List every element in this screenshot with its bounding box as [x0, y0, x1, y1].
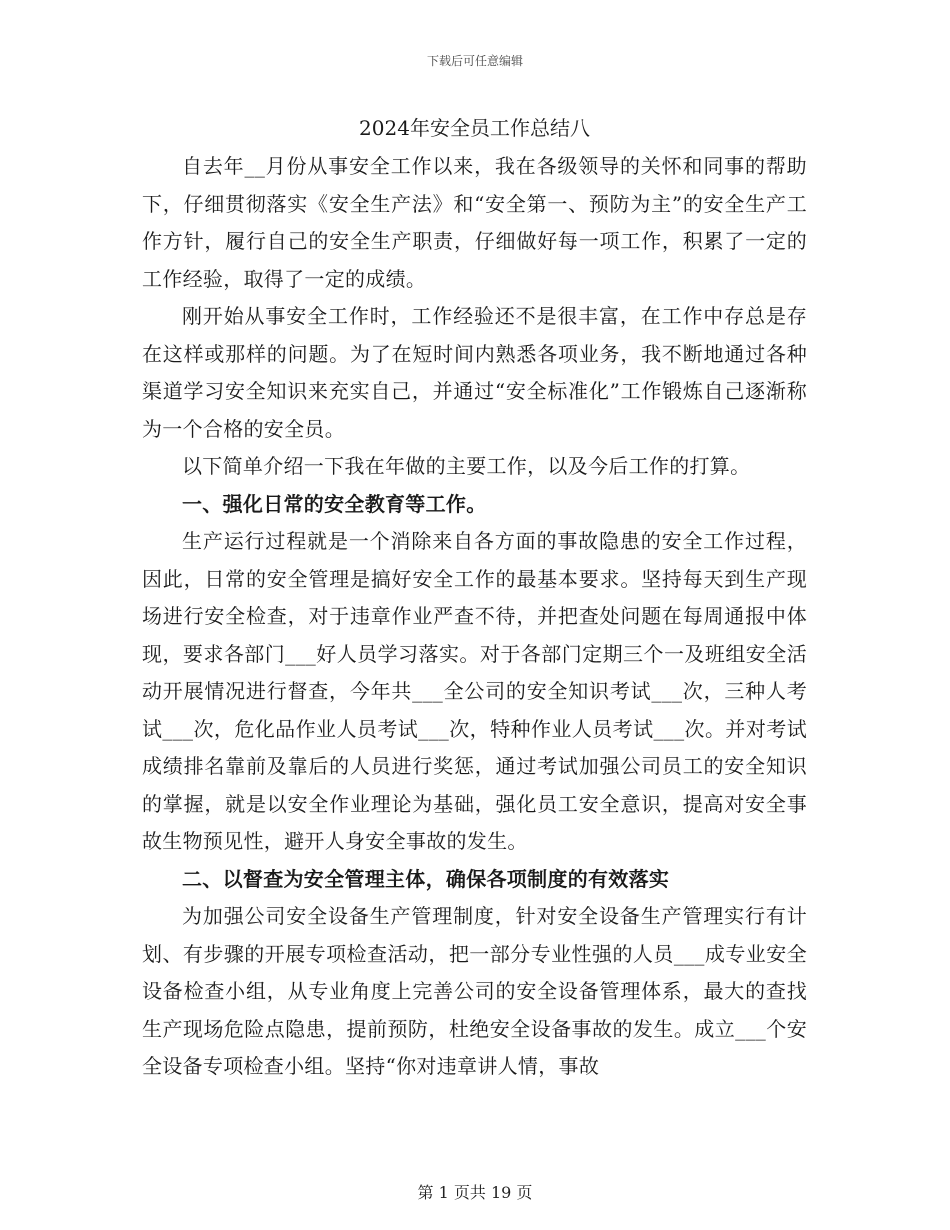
paragraph-section-2: 为加强公司安全设备生产管理制度，针对安全设备生产管理实行有计划、有步骤的开展专项检查活动，把一部分专业性强的人员___成专业安全设备检查小组，从专业角度上完善公司的安全设备管理体系，最大的查找生产现场危险点隐患，提前预防，杜绝安全设备事故的发生。成立___个安全设备专项检查小组。坚持“你对违章讲人情，事故 — [142, 904, 807, 1078]
section-heading-1: 一、强化日常的安全教育等工作。 — [182, 491, 487, 516]
header-note: 下载后可任意编辑 — [426, 54, 523, 68]
paragraph-beginning: 刚开始从事安全工作时，工作经验还不是很丰富，在工作中存总是存在这样或那样的问题。为了在短时间内熟悉各项业务，我不断地通过各种渠道学习安全知识来充实自己，并通过“安全标准化”工作锻炼自己逐渐称为一个合格的安全员。 — [142, 304, 807, 441]
document-body — [142, 110, 807, 1086]
page-footer: 第 1 页共 19 页 — [417, 1183, 533, 1202]
section-heading-2: 二、以督查为安全管理主体，确保各项制度的有效落实 — [182, 866, 670, 891]
document-title: 2024年安全员工作总结八 — [359, 116, 590, 140]
paragraph-overview: 以下简单介绍一下我在年做的主要工作，以及今后工作的打算。 — [182, 454, 751, 478]
paragraph-section-1: 生产运行过程就是一个消除来自各方面的事故隐患的安全工作过程，因此，日常的安全管理是搞好安全工作的最基本要求。坚持每天到生产现场进行安全检查，对于违章作业严查不待，并把查处问题在每周通报中体现，要求各部门___好人员学习落实。对于各部门定期三个一及班组安全活动开展情况进行督查，今年共___全公司的安全知识考试___次，三种人考试___次，危化品作业人员考试___次，特种作业人员考试___次。并对考试成绩排名靠前及靠后的人员进行奖惩，通过考试加强公司员工的安全知识的掌握，就是以安全作业理论为基础，强化员工安全意识，提高对安全事故生物预见性，避开人身安全事故的发生。 — [142, 529, 807, 853]
paragraph-intro: 自去年__月份从事安全工作以来，我在各级领导的关怀和同事的帮助下，仔细贯彻落实《安全生产法》和“安全第一、预防为主”的安全生产工作方针，履行自己的安全生产职责，仔细做好每一项工作，积累了一定的工作经验，取得了一定的成绩。 — [142, 154, 807, 291]
